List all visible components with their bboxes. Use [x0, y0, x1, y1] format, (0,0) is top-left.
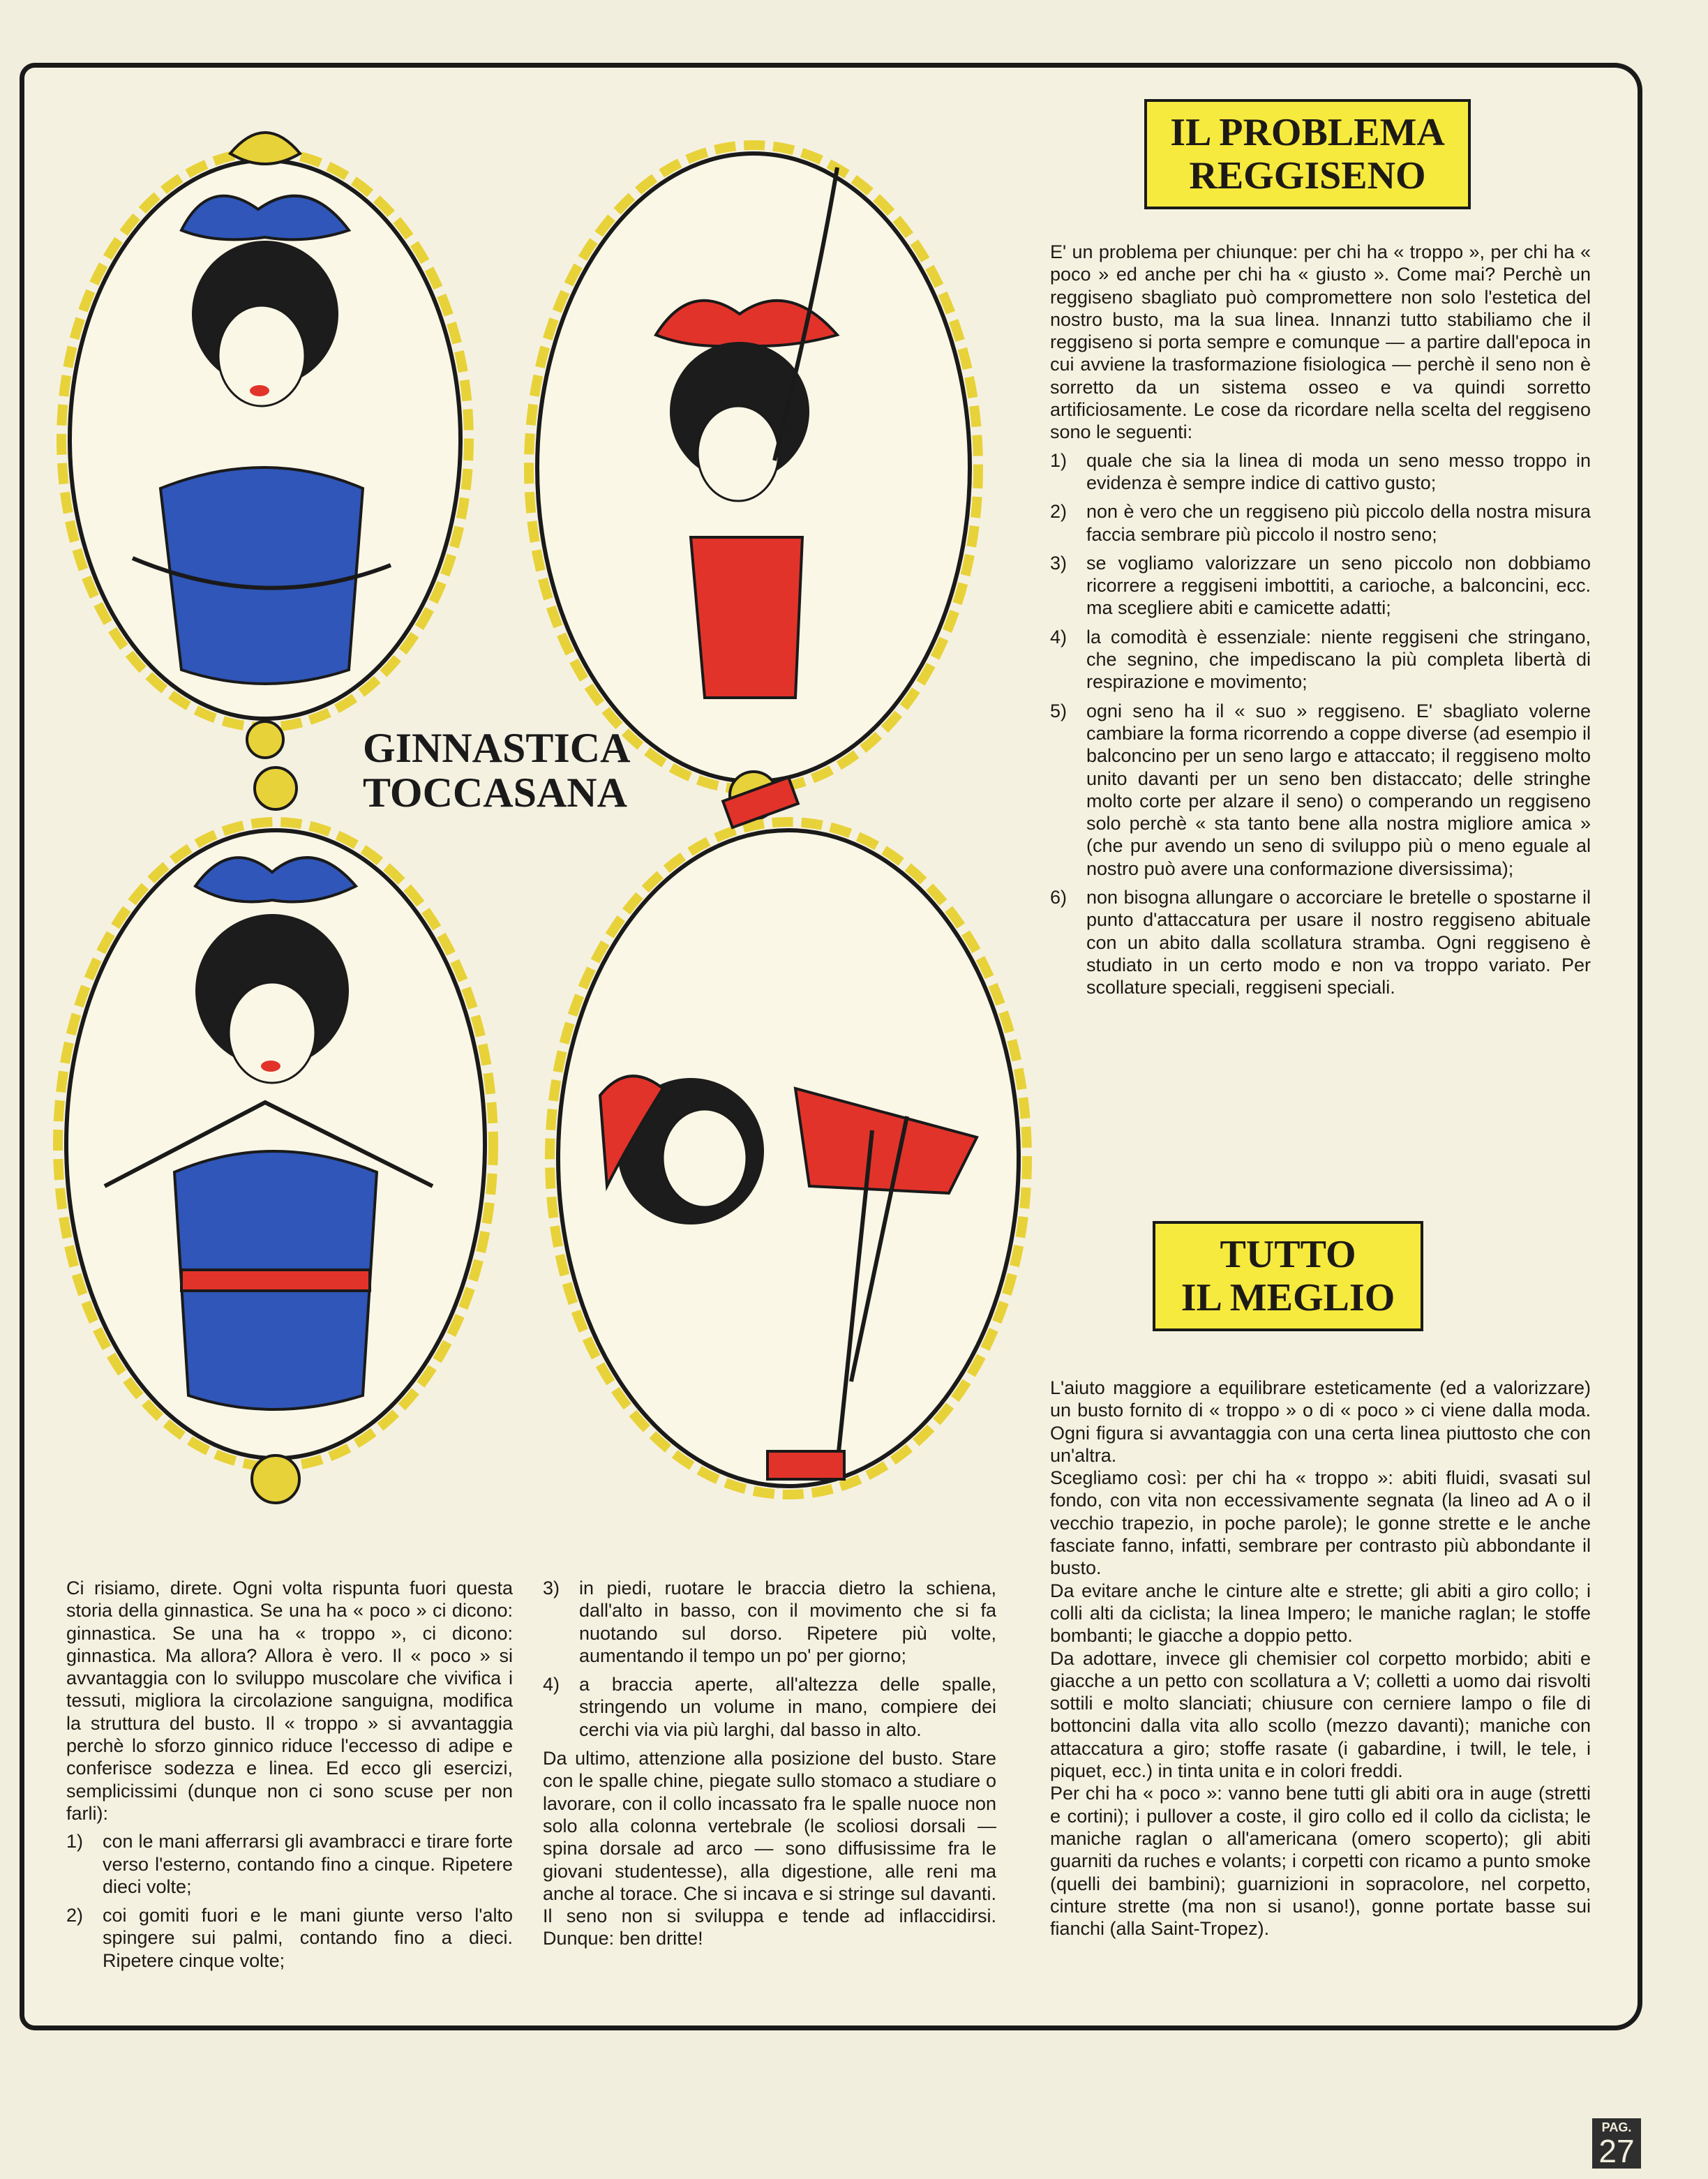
page-number: 27	[1598, 2133, 1635, 2169]
list-number: 3)	[543, 1578, 560, 1598]
ginnastica-intro: Ci risiamo, direte. Ogni volta rispunta fuori questa storia della ginnastica. Se una ha « poco » ci dicono: ginnastica. Se una ha « troppo », ci dicono: ginnastica. Ma allora? Allora è vero. Il « poco » si avvantaggia con lo sviluppo muscolare che vivifica i tessuti, migliora la circolazione sanguigna, modifica la struttura del busto. Il « troppo » si avvantaggia perchè lo sforzo ginnico riduce l'eccesso di adipe e conferisce sodezza e linea. Ed ecco gli esercizi, semplicissimi (dunque non ci sono scuse per non farli):	[66, 1578, 513, 1824]
list-number: 4)	[1050, 626, 1068, 647]
list-text: non è vero che un reggiseno più piccolo della nostra misura faccia sembrare più piccolo il nostro seno;	[1086, 501, 1591, 545]
list-number: 2)	[66, 1905, 84, 1926]
ginnastica-closing: Da ultimo, attenzione alla posizione del busto. Stare con le spalle chine, piegate sullo stomaco a studiare o lavorare, con il collo incassato fra le spalle nuoce non solo alla colonna vertebrale (le scoliosi dorsali — spina dorsale ad arco — sono diffusissime fra le giovani studentesse), alla digestione, alle reni ma anche al torace. Che si incava e si stringe sul davanti. Il seno non si sviluppa e tende ad inflaccidirsi. Dunque: ben dritte!	[543, 1748, 996, 1949]
meglio-paragraph: Per chi ha « poco »: vanno bene tutti gli abiti ora in auge (stretti e cortini); i pullover a coste, il giro collo ed il collo da ciclista; le maniche raglan o all'americana (omero scoperto); gli abiti guarniti da ruches e volants; i corpetti con ricamo a punto smoke (quelli dei bambini); guarnizioni in sopracolore, nel corpetto, cinture strette (ma non si usano!), gonne portate basse sui fianchi (alla Saint-Tropez).	[1050, 1783, 1591, 1940]
list-item	[543, 1673, 996, 1741]
list-number: 3)	[1050, 552, 1068, 574]
meglio-article	[1050, 1377, 1591, 1940]
meglio-title-line2: IL MEGLIO	[1181, 1276, 1395, 1319]
ginnastica-title-line2: TOCCASANA	[363, 770, 627, 816]
list-item	[543, 1577, 996, 1667]
list-text: la comodità è essenziale: niente reggiseni che stringano, che segnino, che impediscano la più completa libertà di respirazione e movimento;	[1086, 626, 1591, 693]
list-text: con le mani afferrarsi gli avambracci e tirare forte verso l'esterno, contando fino a cinque. Ripetere dieci volte;	[103, 1831, 513, 1897]
ginnastica-exercises	[543, 1577, 996, 1741]
ginnastica-article-col2	[543, 1577, 996, 1950]
list-number: 1)	[66, 1831, 84, 1852]
list-text: quale che sia la linea di moda un seno messo troppo in evidenza è sempre indice di cattivo gusto;	[1086, 449, 1591, 493]
list-text: coi gomiti fuori e le mani giunte verso l'alto spingere sui palmi, contando fino a dieci. Ripetere cinque volte;	[103, 1905, 513, 1971]
meglio-paragraph: Scegliamo così: per chi ha « troppo »: abiti fluidi, svasati sul fondo, con vita non eccessivamente segnata (la lineo ad A o il vecchio trapezio, in poche parole); le gonne strette e le anche fasciate fanno, infatti, sembrare per contrasto più abbondante il busto.	[1050, 1467, 1591, 1579]
list-text: non bisogna allungare o accorciare le bretelle o spostarne il punto d'attaccatura per usare il nostro reggiseno abituale con un abito dalla scollatura stramba. Ogni reggiseno è studiato in un certo modo e non va troppo variato. Per scollature speciali, reggiseni speciali.	[1086, 887, 1591, 998]
reggiseno-title-box	[1144, 99, 1471, 209]
list-item	[1050, 700, 1591, 880]
list-item	[1050, 626, 1591, 694]
list-item	[1050, 449, 1591, 495]
list-item	[1050, 886, 1591, 998]
list-text: ogni seno ha il « suo » reggiseno. E' sbagliato volerne cambiare la forma ricorrendo a coppe diverse (ad esempio il balconcino per un seno largo e attaccato; il reggiseno molto unito davanti per un seno ben distaccato; delle stringhe molto corte per alzare il seno) o comperando un reggiseno solo perchè « sta tanto bene alla nostra migliore amica » (che pur avendo un seno di sviluppo più o meno eguale al nostro può avere una conformazione diversissima);	[1086, 700, 1591, 879]
ginnastica-exercises	[66, 1830, 513, 1972]
list-number: 1)	[1050, 449, 1068, 471]
list-item	[66, 1904, 513, 1972]
meglio-title-line1: TUTTO	[1220, 1233, 1356, 1276]
reggiseno-title-line1: IL PROBLEMA	[1170, 111, 1445, 154]
list-number: 5)	[1050, 700, 1068, 721]
list-text: a braccia aperte, all'altezza delle spalle, stringendo un volume in mano, compiere dei cerchi via via più larghi, dal basso in alto.	[579, 1674, 996, 1740]
meglio-paragraph: L'aiuto maggiore a equilibrare esteticamente (ed a valorizzare) un busto fornito di « troppo » o di « poco » ci viene dalla moda. Ogni figura si avvantaggia con una certa linea piuttosto che con un'altra.	[1050, 1377, 1591, 1466]
meglio-title-box	[1153, 1221, 1423, 1331]
reggiseno-article	[1050, 241, 1591, 1005]
meglio-paragraph: Da evitare anche le cinture alte e strette; gli abiti a giro collo; i colli alti da ciclista; la linea Impero; le maniche raglan; le stoffe bombanti; le giacche a doppio petto.	[1050, 1580, 1591, 1647]
reggiseno-intro: E' un problema per chiunque: per chi ha « troppo », per chi ha « poco » ed anche per chi ha « giusto ». Come mai? Perchè un reggiseno sbagliato può compromettere non solo l'estetica del nostro busto, ma la sua linea. Innanzi tutto stabiliamo che il reggiseno si porta sempre e comunque — a partire dall'epoca in cui avviene la trasformazione fisiologica — perchè il seno non è sorretto da un sistema osseo e va quindi sorretto artificiosamente. Le cose da ricordare nella scelta del reggiseno sono le seguenti:	[1050, 241, 1591, 443]
ginnastica-title	[363, 726, 630, 815]
list-number: 2)	[1050, 501, 1068, 523]
list-number: 4)	[543, 1674, 560, 1695]
page-number-badge	[1592, 2118, 1641, 2169]
list-item	[1050, 552, 1591, 620]
page-label: PAG.	[1601, 2120, 1632, 2134]
list-number: 6)	[1050, 887, 1068, 908]
ginnastica-title-line1: GINNASTICA	[363, 725, 631, 771]
list-item	[1050, 500, 1591, 546]
list-text: in piedi, ruotare le braccia dietro la schiena, dall'alto in basso, con il movimento che si fa nuotando sul dorso. Ripetere più volte, aumentando il tempo un po' per giorno;	[579, 1578, 996, 1666]
list-item	[66, 1830, 513, 1898]
list-text: se vogliamo valorizzare un seno piccolo non dobbiamo ricorrere a reggiseni imbottiti, a carioche, a balconcini, ecc. ma scegliere abiti e camicette adatti;	[1086, 552, 1591, 619]
meglio-paragraph: Da adottare, invece gli chemisier col corpetto morbido; abiti e giacche a un petto con scollatura a V; colletti a uomo dai risvolti sottili e molto slanciati; chiusure con cerniere lampo o file di bottoncini dalla vita allo scollo (mezzo davanti); maniche con attaccatura a giro; stoffe rasate (i gabardine, i twill, le tele, i piquet, ecc.) in tinta unita e in colori freddi.	[1050, 1647, 1591, 1782]
reggiseno-title-line2: REGGISENO	[1189, 154, 1426, 197]
ginnastica-article-col1	[66, 1577, 513, 1978]
reggiseno-points	[1050, 449, 1591, 999]
